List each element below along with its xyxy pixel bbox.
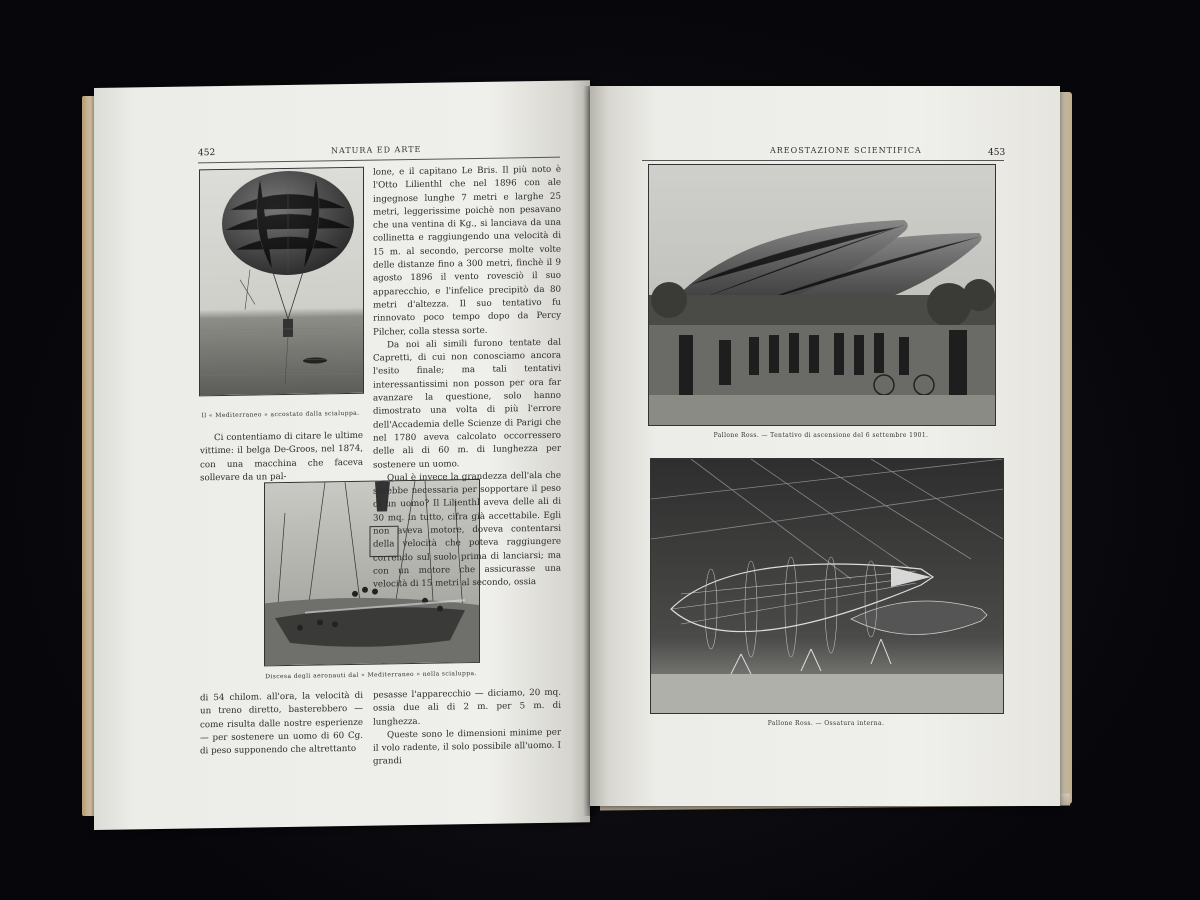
figure2-caption: Discesa degli aeronauti dal « Mediterraneo » nella scialuppa. [265,669,477,681]
left-page-number: 452 [198,148,216,159]
right-page-number: 453 [988,148,1006,158]
paragraph: pesasse l'apparecchio — diciamo, 20 mq. ossia due ali di 2 m. per 5 m. di lunghezza. [373,687,561,728]
right-figure1-caption: Pallone Ross. — Tentativo di ascensione del 6 settembre 1901. [713,432,929,439]
left-col2-text-bottom [373,687,561,770]
right-header-rule [642,160,1004,161]
figure1-caption: Il « Mediterraneo » accostato dalla scialuppa. [201,409,360,420]
paragraph: Ci contentiamo di citare le ultime vittime: il belga De-Groos, nel 1874, con una macchina che faceva sollevare da un pal- [200,430,363,484]
paragraph: Qual è invece la grandezza dell'ala che sarebbe necessaria per sopportare il peso di un uomo? Il Lilienthl aveva delle ali di 30 mq. in tutto, cifra già accettabile. Egli non aveva motore, doveva contentarsi della velocità che poteva raggiungere correndo sul suolo prima di lanciarsi; ma con un motore che assicurasse una velocità di 15 metri al secondo, ossia [373,470,561,590]
left-col2-text [373,164,561,592]
airship-crowd-photo [648,164,996,426]
balloon-over-sea-photo [199,167,364,397]
paragraph: di 54 chilom. all'ora, la velocità di un treno diretto, basterebbero — come risulta dalle nostre esperienze — per sostenere un uomo di 60 Cg. di peso supponendo che altrettanto [200,690,363,757]
right-running-head: AREOSTAZIONE SCIENTIFICA [770,146,922,155]
airship-frame-photo [650,458,1004,714]
left-col1-text-bottom [200,690,363,759]
left-running-head: NATURA ED ARTE [331,144,422,156]
left-header-rule [198,157,560,164]
paragraph: lone, e il capitano Le Bris. Il più noto è l'Otto Lilienthl che nel 1896 con ale ingegnose lunghe 7 metri e larghe 25 metri, leggerissime poichè non pesavano che una ventina di Kg., si lanciava da una collinetta e raggiungendo una velocità di 15 m. al secondo, percorse molte volte delle distanze fino a 300 metri, finchè il 9 agosto 1896 il vento rovesciò il suo apparecchio, e l'infelice precipitò da 80 metri d'altezza. Il suo tentativo fu rinnovato poco tempo dopo da Percy Pilcher, colla stessa sorte. [373,164,561,338]
left-col1-text-top [200,430,363,486]
paragraph: Queste sono le dimensioni minime per il volo radente, il solo possibile all'uomo. I grandi [373,727,561,768]
right-figure2-caption: Pallone Ross. — Ossatura interna. [767,720,885,727]
right-page [590,86,1060,806]
paragraph: Da noi ali simili furono tentate dal Capretti, di cui non conosciamo ancora l'esito finale; ma tali tentativi interessantissimi non posson per ora far avanzare la questione, solo hanno dimostrato una volta di più l'errore dell'Accademia delle Scienze di Parigi che nel 1780 aveva calcolato occorressero delle ali di 60 m. di lunghezza per sostenere un uomo. [373,337,561,471]
left-page [94,80,590,830]
